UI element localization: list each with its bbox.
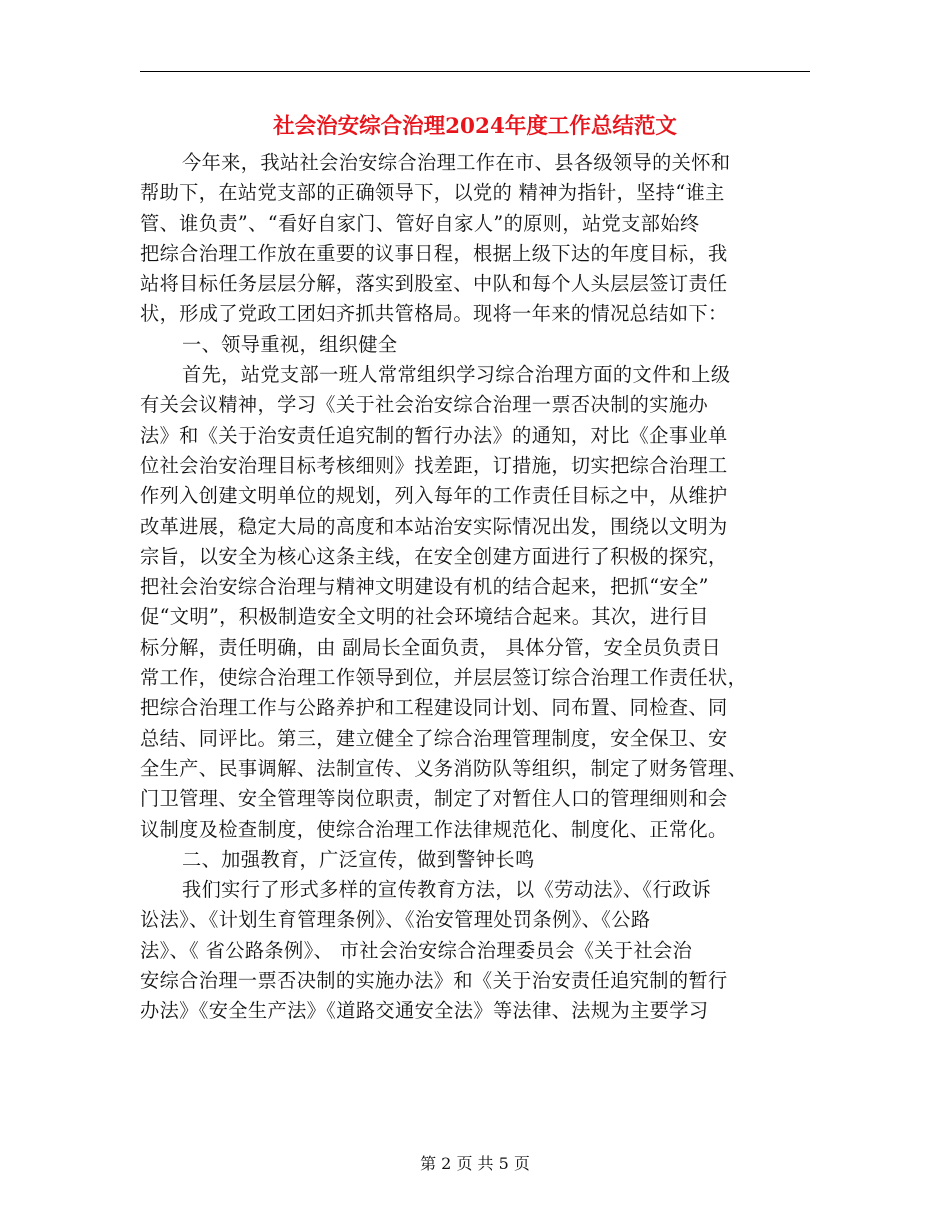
- paragraph-line: 讼法》、《计划生育管理条例》、《治安管理处罚条例》、《公路: [140, 908, 651, 932]
- paragraph-line: 促“文明”，积极制造安全文明的社会环境结合起来。其次，进行目: [140, 605, 709, 629]
- paragraph-line: 把社会治安综合治理与精神文明建设有机的结合起来，把抓“安全”: [140, 575, 709, 599]
- paragraph-line: 有关会议精神，学习《关于社会治安综合治理一票否决制的实施办: [140, 393, 709, 417]
- section-heading: 一、领导重视，组织健全: [182, 332, 398, 356]
- paragraph-line: 今年来，我站社会治安综合治理工作在市、县各级领导的关怀和: [182, 151, 731, 174]
- paragraph-line: 作列入创建文明单位的规划，列入每年的工作责任目标之中，从维护: [140, 484, 728, 508]
- paragraph-line: 法》和《关于治安责任追究制的暂行办法》的通知，对比《企事业单: [140, 423, 728, 447]
- paragraph-line: 状，形成了党政工团妇齐抓共管格局。现将一年来的情况总结如下：: [140, 302, 728, 326]
- paragraph-line: 办法》《安全生产法》《道路交通安全法》等法律、法规为主要学习: [140, 999, 709, 1023]
- section-heading: 二、加强教育，广泛宣传，做到警钟长鸣: [182, 847, 535, 871]
- paragraph-line: 管、谁负责”、“看好自家门、管好自家人”的原则，站党支部始终: [140, 211, 700, 235]
- paragraph-line: 标分解，责任明确，由 副局长全面负责， 具体分管，安全员负责日: [140, 635, 722, 659]
- paragraph-line: 帮助下，在站党支部的正确领导下，以党的 精神为指针，坚持“谁主: [140, 181, 725, 205]
- header-rule: [140, 71, 810, 72]
- paragraph-line: 全生产、民事调解、法制宣传、义务消防队等组织，制定了财务管理、: [140, 756, 748, 780]
- page-number: 第 2 页 共 5 页: [420, 1154, 530, 1173]
- paragraph-line: 位社会治安治理目标考核细则》找差距，订措施，切实把综合治理工: [140, 453, 728, 477]
- paragraph-line: 宗旨，以安全为核心这条主线，在安全创建方面进行了积极的探究，: [140, 544, 728, 568]
- paragraph-line: 总结、同评比。第三，建立健全了综合治理管理制度，安全保卫、安: [140, 726, 728, 750]
- paragraph-line: 常工作，使综合治理工作领导到位，并层层签订综合治理工作责任状，: [140, 666, 748, 690]
- paragraph-line: 把综合治理工作与公路养护和工程建设同计划、同布置、同检查、同: [140, 696, 728, 720]
- paragraph-line: 首先，站党支部一班人常常组织学习综合治理方面的文件和上级: [182, 363, 731, 387]
- paragraph-line: 改革进展，稳定大局的高度和本站治安实际情况出发，围绕以文明为: [140, 514, 728, 538]
- document-title: 社会治安综合治理2024年度工作总结范文: [273, 114, 677, 139]
- paragraph-line: 我们实行了形式多样的宣传教育方法，以《劳动法》、《行政诉: [182, 878, 712, 902]
- paragraph-line: 把综合治理工作放在重要的议事日程，根据上级下达的年度目标，我: [140, 241, 728, 265]
- paragraph-line: 议制度及检查制度，使综合治理工作法律规范化、制度化、正常化。: [140, 817, 728, 841]
- paragraph-line: 站将目标任务层层分解，落实到股室、中队和每个人头层层签订责任: [140, 272, 728, 296]
- paragraph-line: 门卫管理、安全管理等岗位职责，制定了对暂住人口的管理细则和会: [140, 787, 728, 811]
- paragraph-line: 安综合治理一票否决制的实施办法》和《关于治安责任追究制的暂行: [140, 969, 728, 993]
- document-body: [140, 148, 820, 1027]
- paragraph-line: 法》、《 省公路条例》、 市社会治安综合治理委员会《关于社会治: [140, 938, 693, 962]
